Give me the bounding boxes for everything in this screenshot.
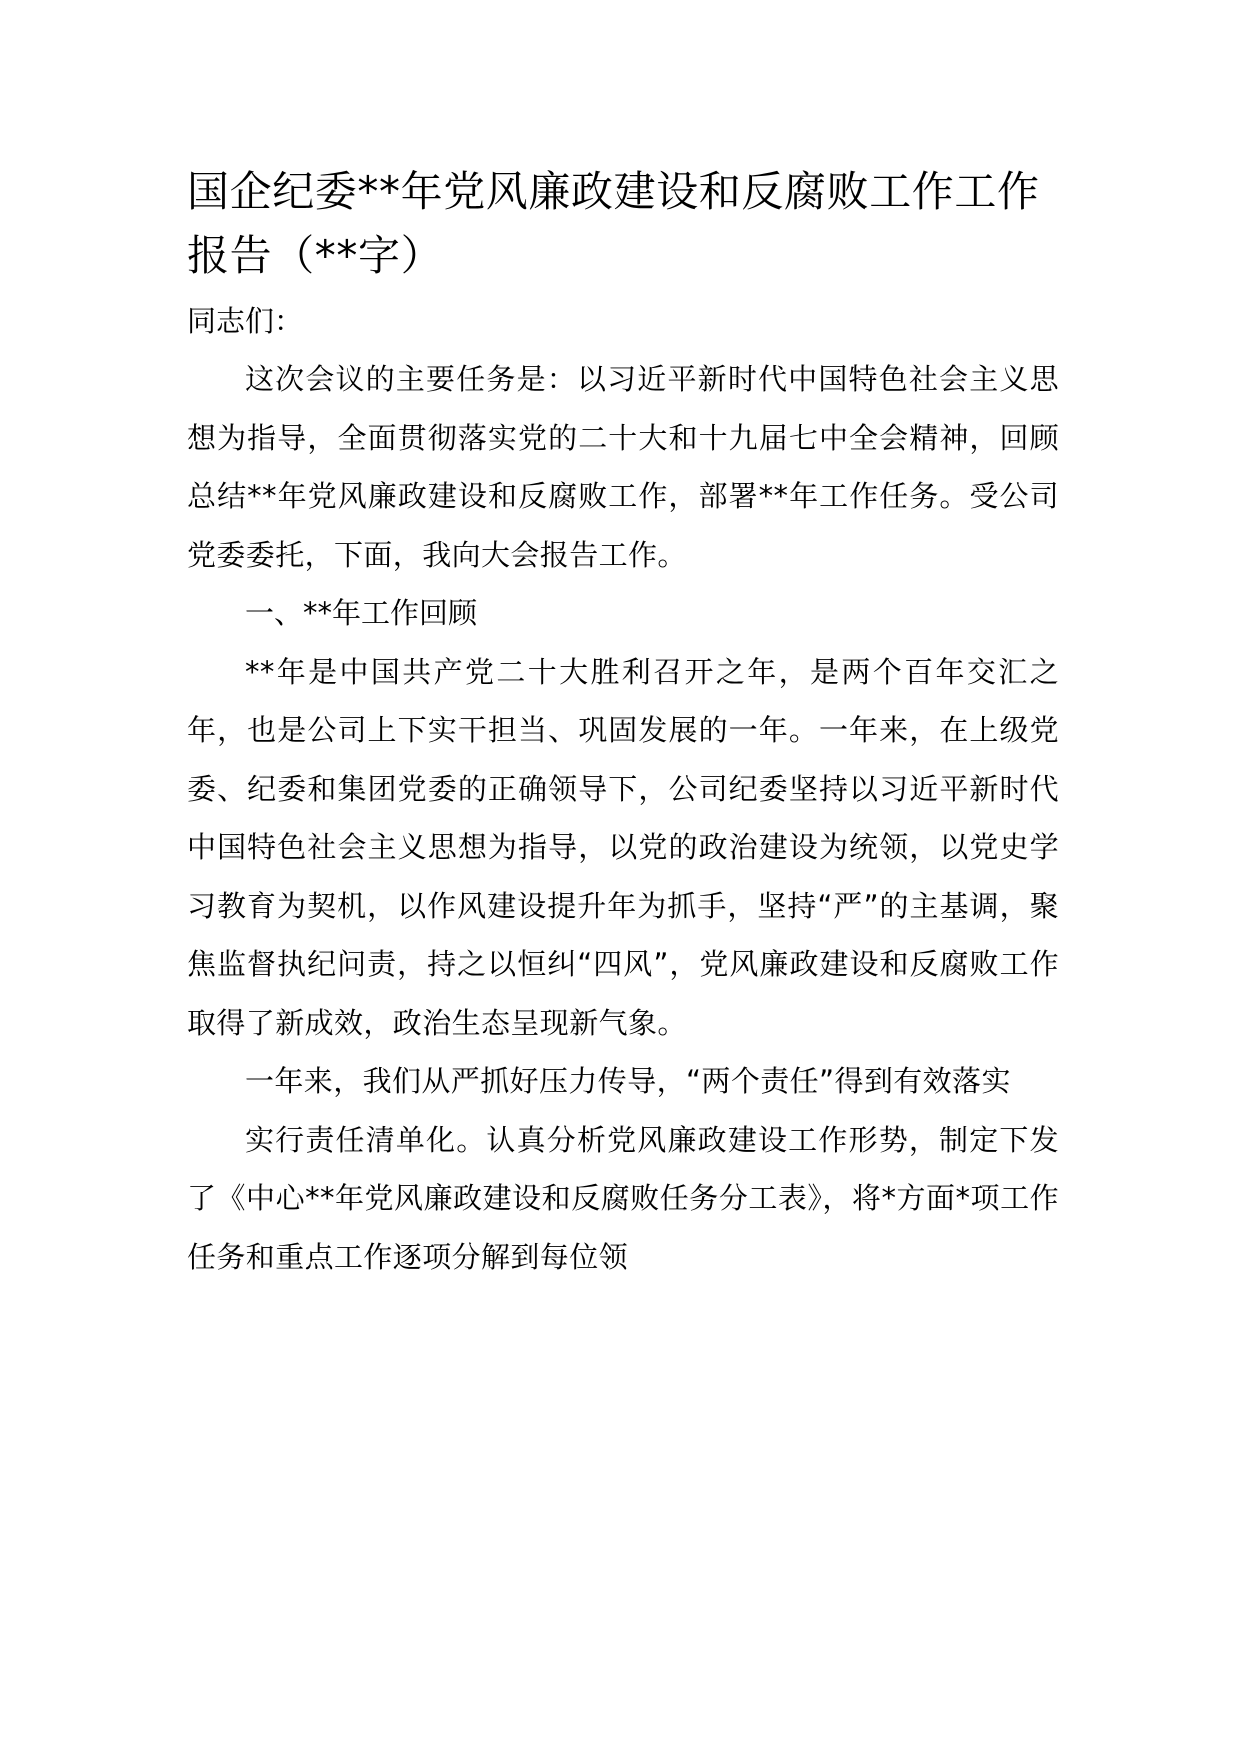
responsibility-list-paragraph: 实行责任清单化。认真分析党风廉政建设工作形势，制定下发了《中心**年党风廉政建设和反腐败任务分工表》，将*方面*项工作任务和重点工作逐项分解到每位领	[187, 1122, 1059, 1274]
section-heading-work-review: 一、**年工作回顾	[245, 596, 478, 630]
document-title: 国企纪委**年党风廉政建设和反腐败工作工作报告（**字）	[187, 167, 1040, 280]
responsibility-paragraph: 一年来，我们从严抓好压力传导，“两个责任”得到有效落实	[245, 1064, 1011, 1098]
review-paragraph: **年是中国共产党二十大胜利召开之年，是两个百年交汇之年，也是公司上下实干担当、巩固发展的一年。一年来，在上级党委、纪委和集团党委的正确领导下，公司纪委坚持以习近平新时代中国特色社会主义思想为指导，以党的政治建设为统领，以党史学习教育为契机，以作风建设提升年为抓手，坚持“严”的主基调，聚焦监督执纪问责，持之以恒纠“四风”，党风廉政建设和反腐败工作取得了新成效，政治生态呈现新气象。	[187, 654, 1059, 1040]
document-page	[187, 160, 1059, 1286]
intro-paragraph: 这次会议的主要任务是：以习近平新时代中国特色社会主义思想为指导，全面贯彻落实党的二十大和十九届七中全会精神，回顾总结**年党风廉政建设和反腐败工作，部署**年工作任务。受公司党委委托，下面，我向大会报告工作。	[187, 362, 1059, 572]
salutation: 同志们：	[187, 304, 304, 338]
